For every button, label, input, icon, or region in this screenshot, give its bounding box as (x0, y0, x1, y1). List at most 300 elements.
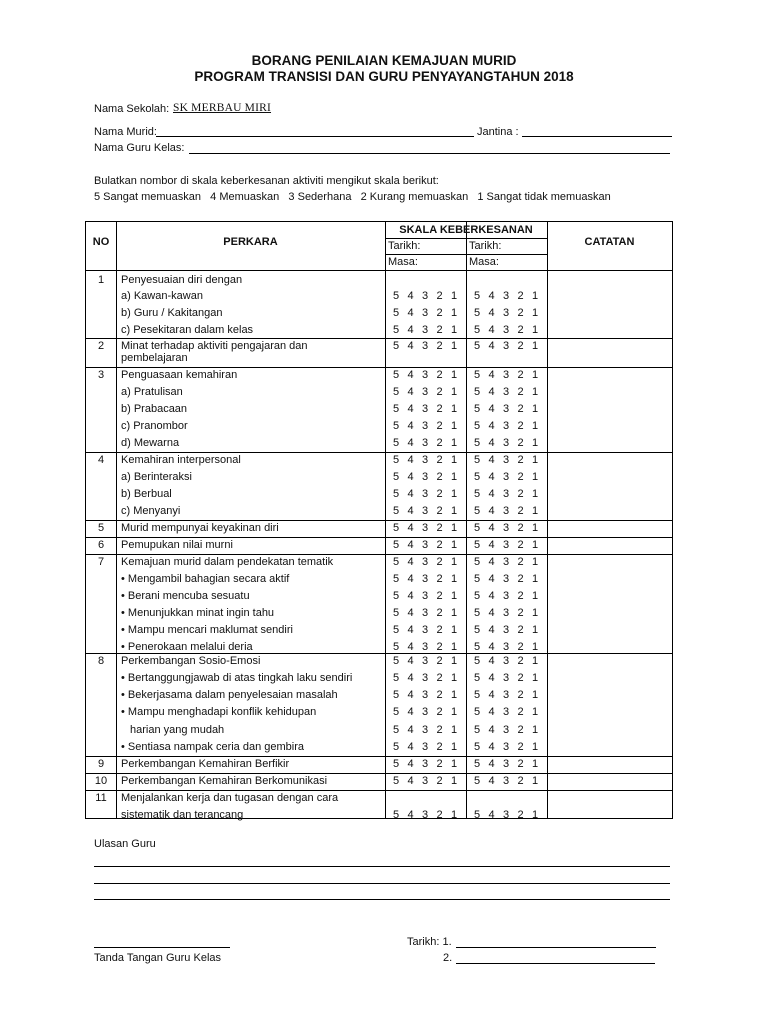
teacher-name-field[interactable] (189, 153, 670, 154)
scale-value-3[interactable]: 3 (502, 741, 510, 753)
scale-value-2[interactable]: 2 (436, 724, 443, 736)
scale-value-2[interactable]: 2 (436, 607, 443, 619)
scale-value-1[interactable]: 1 (531, 775, 539, 787)
scale-value-5[interactable]: 5 (473, 607, 481, 619)
gender-field[interactable] (522, 136, 672, 137)
scale-value-3[interactable]: 3 (502, 488, 510, 500)
scale-value-1[interactable]: 1 (450, 340, 458, 352)
scale-value-2[interactable]: 2 (517, 290, 524, 302)
scale-value-3[interactable]: 3 (502, 437, 510, 449)
scale-value-5[interactable]: 5 (392, 809, 400, 821)
scale-value-1[interactable]: 1 (531, 420, 539, 432)
scale-value-4[interactable]: 4 (488, 340, 495, 352)
scale-value-5[interactable]: 5 (473, 809, 481, 821)
scale-value-2[interactable]: 2 (517, 590, 524, 602)
scale-value-3[interactable]: 3 (502, 641, 510, 653)
scale-value-3[interactable]: 3 (421, 655, 429, 667)
scale-value-1[interactable]: 1 (531, 437, 539, 449)
scale-value-4[interactable]: 4 (488, 471, 495, 483)
scale-value-5[interactable]: 5 (392, 641, 400, 653)
scale-value-2[interactable]: 2 (436, 471, 443, 483)
scale-value-2[interactable]: 2 (436, 758, 443, 770)
scale-value-3[interactable]: 3 (502, 809, 510, 821)
scale-value-2[interactable]: 2 (436, 307, 443, 319)
scale-value-5[interactable]: 5 (392, 624, 400, 636)
scale-value-2[interactable]: 2 (517, 437, 524, 449)
scale-value-4[interactable]: 4 (488, 741, 495, 753)
scale-value-5[interactable]: 5 (392, 724, 400, 736)
scale-value-3[interactable]: 3 (502, 420, 510, 432)
scale-value-4[interactable]: 4 (407, 488, 414, 500)
scale-value-1[interactable]: 1 (450, 641, 458, 653)
scale-value-3[interactable]: 3 (421, 505, 429, 517)
scale-value-4[interactable]: 4 (407, 573, 414, 585)
scale-value-2[interactable]: 2 (517, 403, 524, 415)
scale-value-4[interactable]: 4 (407, 471, 414, 483)
scale-value-2[interactable]: 2 (517, 655, 524, 667)
scale-value-4[interactable]: 4 (488, 655, 495, 667)
scale-value-2[interactable]: 2 (517, 307, 524, 319)
scale-value-5[interactable]: 5 (392, 369, 400, 381)
scale-value-4[interactable]: 4 (488, 386, 495, 398)
scale-value-2[interactable]: 2 (517, 641, 524, 653)
scale-value-4[interactable]: 4 (407, 522, 414, 534)
scale-value-3[interactable]: 3 (502, 689, 510, 701)
scale-value-4[interactable]: 4 (407, 290, 414, 302)
scale-value-5[interactable]: 5 (473, 655, 481, 667)
date-field-1[interactable] (456, 947, 656, 948)
scale-value-2[interactable]: 2 (436, 290, 443, 302)
scale-value-4[interactable]: 4 (488, 488, 495, 500)
scale-value-3[interactable]: 3 (421, 471, 429, 483)
scale-value-4[interactable]: 4 (407, 420, 414, 432)
scale-value-4[interactable]: 4 (407, 724, 414, 736)
scale-value-3[interactable]: 3 (502, 403, 510, 415)
scale-value-4[interactable]: 4 (407, 505, 414, 517)
scale-value-3[interactable]: 3 (502, 522, 510, 534)
scale-value-2[interactable]: 2 (517, 607, 524, 619)
scale-value-1[interactable]: 1 (531, 290, 539, 302)
scale-value-1[interactable]: 1 (450, 369, 458, 381)
scale-value-3[interactable]: 3 (421, 369, 429, 381)
scale-value-5[interactable]: 5 (473, 403, 481, 415)
scale-value-4[interactable]: 4 (488, 539, 495, 551)
scale-value-1[interactable]: 1 (450, 437, 458, 449)
scale-value-2[interactable]: 2 (436, 809, 443, 821)
scale-value-5[interactable]: 5 (473, 522, 481, 534)
scale-value-5[interactable]: 5 (392, 471, 400, 483)
scale-value-5[interactable]: 5 (473, 369, 481, 381)
scale-value-1[interactable]: 1 (531, 672, 539, 684)
scale-value-4[interactable]: 4 (488, 290, 495, 302)
scale-value-1[interactable]: 1 (450, 689, 458, 701)
scale-value-4[interactable]: 4 (407, 556, 414, 568)
scale-value-1[interactable]: 1 (450, 386, 458, 398)
scale-value-4[interactable]: 4 (407, 689, 414, 701)
scale-value-5[interactable]: 5 (473, 307, 481, 319)
scale-value-3[interactable]: 3 (421, 420, 429, 432)
scale-value-2[interactable]: 2 (517, 758, 524, 770)
scale-value-3[interactable]: 3 (502, 539, 510, 551)
scale-value-3[interactable]: 3 (421, 340, 429, 352)
scale-value-3[interactable]: 3 (421, 522, 429, 534)
scale-value-5[interactable]: 5 (392, 324, 400, 336)
scale-value-1[interactable]: 1 (450, 324, 458, 336)
scale-value-1[interactable]: 1 (531, 641, 539, 653)
scale-value-2[interactable]: 2 (517, 809, 524, 821)
scale-value-3[interactable]: 3 (421, 556, 429, 568)
signature-line[interactable] (94, 947, 230, 948)
scale-value-3[interactable]: 3 (421, 290, 429, 302)
scale-value-1[interactable]: 1 (450, 505, 458, 517)
scale-value-2[interactable]: 2 (436, 369, 443, 381)
scale-value-3[interactable]: 3 (421, 539, 429, 551)
scale-value-1[interactable]: 1 (450, 522, 458, 534)
scale-value-4[interactable]: 4 (488, 522, 495, 534)
scale-value-3[interactable]: 3 (502, 655, 510, 667)
scale-value-5[interactable]: 5 (392, 522, 400, 534)
review-line-2[interactable] (94, 883, 670, 884)
scale-value-2[interactable]: 2 (436, 775, 443, 787)
scale-value-2[interactable]: 2 (517, 471, 524, 483)
scale-value-5[interactable]: 5 (473, 386, 481, 398)
student-name-field[interactable] (156, 136, 474, 137)
scale-value-4[interactable]: 4 (407, 437, 414, 449)
scale-value-5[interactable]: 5 (473, 724, 481, 736)
scale-value-1[interactable]: 1 (450, 471, 458, 483)
scale-value-1[interactable]: 1 (531, 505, 539, 517)
scale-value-2[interactable]: 2 (436, 488, 443, 500)
scale-value-2[interactable]: 2 (517, 386, 524, 398)
scale-value-5[interactable]: 5 (392, 758, 400, 770)
scale-value-3[interactable]: 3 (502, 290, 510, 302)
scale-value-1[interactable]: 1 (531, 607, 539, 619)
scale-value-3[interactable]: 3 (421, 775, 429, 787)
scale-value-4[interactable]: 4 (407, 741, 414, 753)
scale-value-1[interactable]: 1 (450, 539, 458, 551)
scale-value-2[interactable]: 2 (436, 386, 443, 398)
scale-value-3[interactable]: 3 (502, 324, 510, 336)
scale-value-1[interactable]: 1 (531, 573, 539, 585)
scale-value-2[interactable]: 2 (436, 624, 443, 636)
scale-value-1[interactable]: 1 (531, 454, 539, 466)
scale-value-3[interactable]: 3 (421, 324, 429, 336)
scale-value-2[interactable]: 2 (436, 505, 443, 517)
scale-value-1[interactable]: 1 (450, 809, 458, 821)
scale-value-4[interactable]: 4 (488, 573, 495, 585)
scale-value-4[interactable]: 4 (488, 672, 495, 684)
scale-value-3[interactable]: 3 (421, 386, 429, 398)
scale-value-2[interactable]: 2 (436, 689, 443, 701)
scale-value-3[interactable]: 3 (502, 624, 510, 636)
scale-value-1[interactable]: 1 (450, 706, 458, 718)
scale-value-5[interactable]: 5 (473, 471, 481, 483)
scale-value-1[interactable]: 1 (531, 655, 539, 667)
scale-value-3[interactable]: 3 (421, 672, 429, 684)
scale-value-3[interactable]: 3 (502, 505, 510, 517)
scale-value-4[interactable]: 4 (407, 324, 414, 336)
scale-value-4[interactable]: 4 (407, 758, 414, 770)
scale-value-1[interactable]: 1 (531, 724, 539, 736)
scale-value-5[interactable]: 5 (473, 290, 481, 302)
scale-value-1[interactable]: 1 (531, 758, 539, 770)
scale-value-5[interactable]: 5 (473, 488, 481, 500)
scale-value-3[interactable]: 3 (421, 624, 429, 636)
scale-value-5[interactable]: 5 (473, 758, 481, 770)
scale-value-2[interactable]: 2 (436, 655, 443, 667)
scale-value-2[interactable]: 2 (436, 403, 443, 415)
scale-value-2[interactable]: 2 (436, 706, 443, 718)
scale-value-4[interactable]: 4 (488, 403, 495, 415)
scale-value-3[interactable]: 3 (421, 809, 429, 821)
scale-value-2[interactable]: 2 (517, 340, 524, 352)
scale-value-3[interactable]: 3 (502, 340, 510, 352)
scale-value-4[interactable]: 4 (488, 307, 495, 319)
date-field-2[interactable] (456, 963, 655, 964)
scale-value-2[interactable]: 2 (517, 454, 524, 466)
scale-value-2[interactable]: 2 (517, 741, 524, 753)
scale-value-2[interactable]: 2 (436, 437, 443, 449)
scale-value-3[interactable]: 3 (502, 573, 510, 585)
scale-value-5[interactable]: 5 (473, 505, 481, 517)
scale-value-5[interactable]: 5 (473, 454, 481, 466)
scale-value-2[interactable]: 2 (517, 775, 524, 787)
scale-value-4[interactable]: 4 (488, 724, 495, 736)
scale-value-3[interactable]: 3 (421, 706, 429, 718)
scale-value-4[interactable]: 4 (488, 505, 495, 517)
scale-value-3[interactable]: 3 (421, 758, 429, 770)
scale-value-3[interactable]: 3 (502, 758, 510, 770)
scale-value-3[interactable]: 3 (421, 641, 429, 653)
scale-value-4[interactable]: 4 (488, 758, 495, 770)
scale-value-3[interactable]: 3 (502, 556, 510, 568)
scale-value-3[interactable]: 3 (421, 454, 429, 466)
scale-value-2[interactable]: 2 (517, 724, 524, 736)
scale-value-1[interactable]: 1 (531, 539, 539, 551)
scale-value-1[interactable]: 1 (531, 369, 539, 381)
scale-value-5[interactable]: 5 (392, 590, 400, 602)
scale-value-2[interactable]: 2 (436, 573, 443, 585)
scale-value-5[interactable]: 5 (392, 573, 400, 585)
scale-value-1[interactable]: 1 (531, 324, 539, 336)
scale-value-2[interactable]: 2 (436, 420, 443, 432)
scale-value-4[interactable]: 4 (407, 641, 414, 653)
scale-value-5[interactable]: 5 (392, 539, 400, 551)
scale-value-3[interactable]: 3 (502, 307, 510, 319)
scale-value-1[interactable]: 1 (450, 741, 458, 753)
scale-value-2[interactable]: 2 (436, 324, 443, 336)
scale-value-5[interactable]: 5 (473, 590, 481, 602)
scale-value-5[interactable]: 5 (392, 488, 400, 500)
scale-value-5[interactable]: 5 (392, 655, 400, 667)
scale-value-3[interactable]: 3 (421, 403, 429, 415)
scale-value-2[interactable]: 2 (517, 324, 524, 336)
scale-value-4[interactable]: 4 (488, 420, 495, 432)
scale-value-1[interactable]: 1 (450, 290, 458, 302)
scale-value-4[interactable]: 4 (407, 386, 414, 398)
scale-value-4[interactable]: 4 (488, 590, 495, 602)
scale-value-5[interactable]: 5 (473, 420, 481, 432)
scale-value-2[interactable]: 2 (436, 641, 443, 653)
scale-value-1[interactable]: 1 (531, 741, 539, 753)
scale-value-2[interactable]: 2 (436, 454, 443, 466)
scale-value-1[interactable]: 1 (450, 556, 458, 568)
scale-value-1[interactable]: 1 (531, 488, 539, 500)
scale-value-3[interactable]: 3 (502, 724, 510, 736)
scale-value-5[interactable]: 5 (392, 607, 400, 619)
scale-value-1[interactable]: 1 (531, 340, 539, 352)
scale-value-4[interactable]: 4 (407, 403, 414, 415)
scale-value-3[interactable]: 3 (421, 488, 429, 500)
scale-value-1[interactable]: 1 (450, 758, 458, 770)
scale-value-5[interactable]: 5 (392, 741, 400, 753)
scale-value-2[interactable]: 2 (436, 556, 443, 568)
review-line-1[interactable] (94, 866, 670, 867)
scale-value-2[interactable]: 2 (517, 539, 524, 551)
scale-value-4[interactable]: 4 (488, 689, 495, 701)
scale-value-4[interactable]: 4 (407, 706, 414, 718)
scale-value-4[interactable]: 4 (488, 706, 495, 718)
scale-value-2[interactable]: 2 (436, 340, 443, 352)
scale-value-1[interactable]: 1 (531, 689, 539, 701)
scale-value-1[interactable]: 1 (450, 573, 458, 585)
scale-value-4[interactable]: 4 (488, 454, 495, 466)
scale-value-1[interactable]: 1 (531, 522, 539, 534)
scale-value-2[interactable]: 2 (517, 573, 524, 585)
scale-value-5[interactable]: 5 (473, 672, 481, 684)
review-line-3[interactable] (94, 899, 670, 900)
scale-value-5[interactable]: 5 (392, 689, 400, 701)
scale-value-5[interactable]: 5 (392, 556, 400, 568)
scale-value-1[interactable]: 1 (531, 624, 539, 636)
scale-value-5[interactable]: 5 (392, 290, 400, 302)
scale-value-1[interactable]: 1 (450, 775, 458, 787)
scale-value-1[interactable]: 1 (531, 706, 539, 718)
scale-value-4[interactable]: 4 (488, 607, 495, 619)
scale-value-4[interactable]: 4 (407, 809, 414, 821)
scale-value-5[interactable]: 5 (473, 437, 481, 449)
scale-value-2[interactable]: 2 (517, 706, 524, 718)
scale-value-2[interactable]: 2 (517, 556, 524, 568)
scale-value-4[interactable]: 4 (488, 641, 495, 653)
scale-value-2[interactable]: 2 (517, 369, 524, 381)
scale-value-2[interactable]: 2 (517, 420, 524, 432)
scale-value-5[interactable]: 5 (473, 775, 481, 787)
scale-value-1[interactable]: 1 (450, 454, 458, 466)
scale-value-5[interactable]: 5 (473, 539, 481, 551)
scale-value-2[interactable]: 2 (517, 488, 524, 500)
scale-value-2[interactable]: 2 (517, 505, 524, 517)
scale-value-5[interactable]: 5 (392, 505, 400, 517)
scale-value-1[interactable]: 1 (531, 403, 539, 415)
scale-value-2[interactable]: 2 (517, 624, 524, 636)
scale-value-5[interactable]: 5 (392, 706, 400, 718)
scale-value-1[interactable]: 1 (450, 607, 458, 619)
scale-value-3[interactable]: 3 (421, 607, 429, 619)
scale-value-1[interactable]: 1 (450, 420, 458, 432)
scale-value-3[interactable]: 3 (502, 369, 510, 381)
scale-value-3[interactable]: 3 (421, 573, 429, 585)
scale-value-1[interactable]: 1 (531, 809, 539, 821)
scale-value-4[interactable]: 4 (488, 324, 495, 336)
scale-value-3[interactable]: 3 (421, 741, 429, 753)
scale-value-5[interactable]: 5 (392, 775, 400, 787)
scale-value-3[interactable]: 3 (502, 672, 510, 684)
scale-value-2[interactable]: 2 (436, 741, 443, 753)
scale-value-5[interactable]: 5 (392, 386, 400, 398)
scale-value-3[interactable]: 3 (502, 386, 510, 398)
scale-value-2[interactable]: 2 (517, 672, 524, 684)
scale-value-4[interactable]: 4 (488, 369, 495, 381)
scale-value-4[interactable]: 4 (407, 454, 414, 466)
scale-value-2[interactable]: 2 (517, 522, 524, 534)
scale-value-3[interactable]: 3 (421, 724, 429, 736)
scale-value-1[interactable]: 1 (450, 590, 458, 602)
scale-value-4[interactable]: 4 (407, 607, 414, 619)
scale-value-5[interactable]: 5 (473, 324, 481, 336)
scale-value-2[interactable]: 2 (436, 522, 443, 534)
scale-value-5[interactable]: 5 (392, 672, 400, 684)
scale-value-1[interactable]: 1 (450, 488, 458, 500)
scale-value-5[interactable]: 5 (473, 556, 481, 568)
scale-value-3[interactable]: 3 (502, 775, 510, 787)
scale-value-4[interactable]: 4 (488, 437, 495, 449)
scale-value-5[interactable]: 5 (392, 307, 400, 319)
scale-value-5[interactable]: 5 (473, 624, 481, 636)
scale-value-4[interactable]: 4 (488, 775, 495, 787)
scale-value-4[interactable]: 4 (407, 369, 414, 381)
scale-value-4[interactable]: 4 (488, 624, 495, 636)
scale-value-4[interactable]: 4 (407, 655, 414, 667)
scale-value-4[interactable]: 4 (407, 539, 414, 551)
scale-value-4[interactable]: 4 (407, 672, 414, 684)
scale-value-3[interactable]: 3 (421, 590, 429, 602)
scale-value-4[interactable]: 4 (488, 556, 495, 568)
scale-value-3[interactable]: 3 (502, 607, 510, 619)
scale-value-5[interactable]: 5 (392, 454, 400, 466)
scale-value-1[interactable]: 1 (450, 672, 458, 684)
scale-value-5[interactable]: 5 (392, 437, 400, 449)
scale-value-5[interactable]: 5 (392, 340, 400, 352)
scale-value-3[interactable]: 3 (421, 437, 429, 449)
scale-value-3[interactable]: 3 (502, 454, 510, 466)
scale-value-1[interactable]: 1 (531, 386, 539, 398)
scale-value-1[interactable]: 1 (450, 403, 458, 415)
scale-value-1[interactable]: 1 (450, 307, 458, 319)
scale-value-5[interactable]: 5 (392, 403, 400, 415)
scale-value-4[interactable]: 4 (407, 307, 414, 319)
scale-value-1[interactable]: 1 (531, 590, 539, 602)
scale-value-5[interactable]: 5 (473, 340, 481, 352)
scale-value-4[interactable]: 4 (407, 775, 414, 787)
scale-value-5[interactable]: 5 (473, 706, 481, 718)
scale-value-5[interactable]: 5 (473, 641, 481, 653)
scale-value-1[interactable]: 1 (531, 471, 539, 483)
scale-value-3[interactable]: 3 (502, 706, 510, 718)
scale-value-3[interactable]: 3 (421, 689, 429, 701)
scale-value-4[interactable]: 4 (488, 809, 495, 821)
scale-value-5[interactable]: 5 (473, 573, 481, 585)
scale-value-1[interactable]: 1 (450, 624, 458, 636)
scale-value-4[interactable]: 4 (407, 590, 414, 602)
scale-value-1[interactable]: 1 (531, 556, 539, 568)
scale-value-4[interactable]: 4 (407, 624, 414, 636)
scale-value-2[interactable]: 2 (517, 689, 524, 701)
scale-value-2[interactable]: 2 (436, 539, 443, 551)
scale-value-5[interactable]: 5 (473, 741, 481, 753)
scale-value-4[interactable]: 4 (407, 340, 414, 352)
scale-value-1[interactable]: 1 (450, 724, 458, 736)
